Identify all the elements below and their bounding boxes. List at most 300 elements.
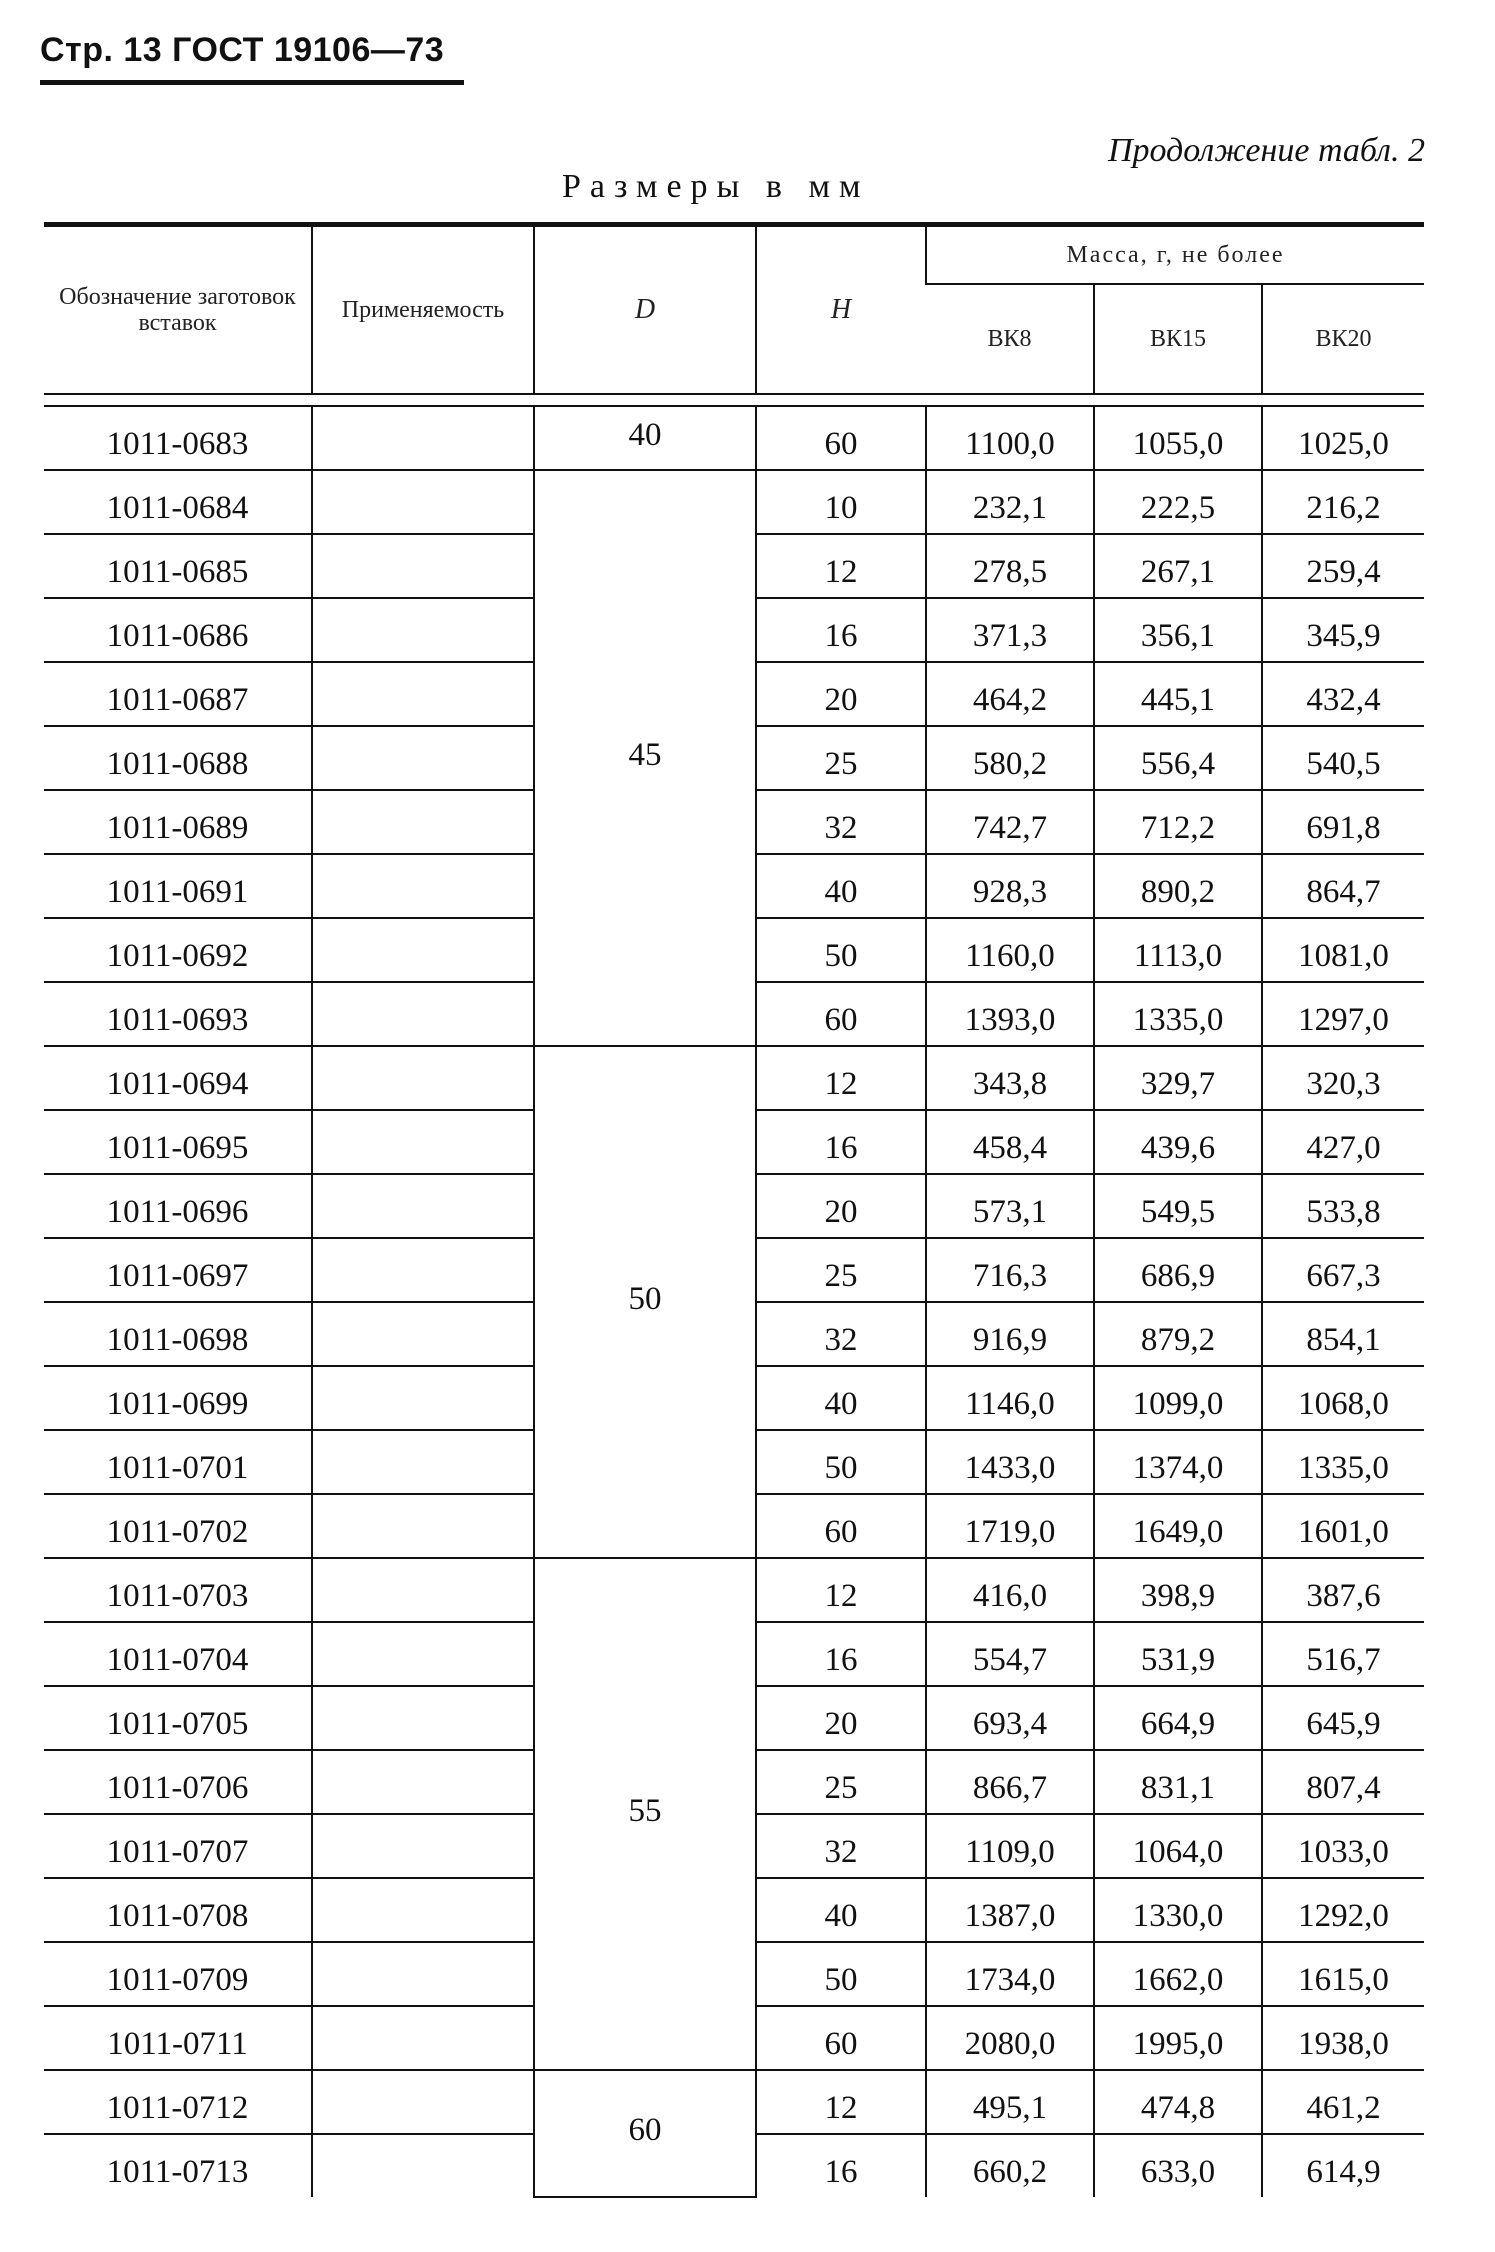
table-row — [44, 2070, 1424, 2134]
mass-vk8-cell-value: 2080,0 — [964, 2026, 1056, 2062]
designation-cell-value: 1011-0704 — [106, 1642, 249, 1678]
h-cell — [756, 2070, 926, 2134]
mass-vk15-cell-value: 474,8 — [1140, 2090, 1216, 2126]
mass-vk15-cell-value: 1055,0 — [1132, 426, 1224, 462]
mass-vk8-cell-value: 464,2 — [972, 682, 1048, 718]
mass-vk20-cell — [1262, 598, 1424, 662]
mass-vk8-cell-value: 1393,0 — [964, 1002, 1056, 1038]
applicability-cell — [312, 790, 534, 854]
applicability-cell — [312, 2006, 534, 2070]
mass-vk8-cell-value: 278,5 — [972, 554, 1048, 590]
designation-cell — [44, 982, 312, 1046]
designation-cell — [44, 2006, 312, 2070]
designation-cell — [44, 1942, 312, 2006]
mass-vk8-cell — [926, 1174, 1094, 1238]
h-cell-value: 40 — [824, 1386, 858, 1422]
mass-vk20-cell-value: 1335,0 — [1298, 1450, 1389, 1486]
mass-vk15-cell-value: 222,5 — [1140, 490, 1216, 526]
applicability-cell — [312, 1046, 534, 1110]
units-caption: Размеры в мм — [562, 168, 870, 205]
h-cell-value: 16 — [824, 618, 858, 654]
mass-vk20-cell-value: 540,5 — [1306, 746, 1381, 782]
mass-vk20-cell — [1262, 406, 1424, 470]
designation-cell-value: 1011-0697 — [106, 1258, 249, 1294]
h-cell — [756, 2134, 926, 2197]
mass-vk20-cell — [1262, 1046, 1424, 1110]
mass-vk8-cell — [926, 662, 1094, 726]
mass-vk20-cell-value: 216,2 — [1306, 490, 1381, 526]
mass-vk20-cell-value: 533,8 — [1306, 1194, 1381, 1230]
mass-vk20-cell — [1262, 1174, 1424, 1238]
applicability-cell — [312, 1366, 534, 1430]
h-cell — [756, 918, 926, 982]
mass-vk20-cell — [1262, 1302, 1424, 1366]
mass-vk8-cell — [926, 1622, 1094, 1686]
mass-vk15-cell-value: 531,9 — [1140, 1642, 1216, 1678]
continuation-note: Продолжение табл. 2 — [1107, 132, 1425, 169]
d-cell-value: 60 — [628, 2112, 662, 2148]
applicability-cell — [312, 534, 534, 598]
h-cell — [756, 662, 926, 726]
mass-vk8-cell — [926, 534, 1094, 598]
applicability-cell — [312, 918, 534, 982]
h-cell-value: 16 — [824, 1642, 858, 1678]
mass-vk15-cell-value: 445,1 — [1140, 682, 1216, 718]
mass-vk20-cell — [1262, 470, 1424, 534]
designation-cell — [44, 1366, 312, 1430]
mass-vk15-cell-value: 1113,0 — [1133, 938, 1223, 974]
h-cell-value: 60 — [824, 1514, 858, 1550]
mass-vk20-cell — [1262, 534, 1424, 598]
mass-vk15-cell — [1094, 1302, 1262, 1366]
applicability-cell — [312, 1494, 534, 1558]
mass-vk15-cell — [1094, 1366, 1262, 1430]
mass-vk20-cell — [1262, 2006, 1424, 2070]
mass-vk20-cell-value: 1938,0 — [1298, 2026, 1389, 2062]
applicability-cell — [312, 1558, 534, 1622]
mass-vk20-cell-value: 807,4 — [1306, 1770, 1381, 1806]
mass-vk8-cell — [926, 2134, 1094, 2197]
d-cell — [534, 406, 756, 470]
mass-vk8-cell — [926, 1686, 1094, 1750]
designation-cell-value: 1011-0695 — [106, 1130, 249, 1166]
designation-cell-value: 1011-0689 — [106, 810, 249, 846]
designation-cell — [44, 1110, 312, 1174]
h-cell-value: 25 — [824, 1770, 858, 1806]
mass-vk15-cell — [1094, 1878, 1262, 1942]
mass-vk8-cell-value: 716,3 — [972, 1258, 1048, 1294]
mass-vk20-cell — [1262, 1494, 1424, 1558]
applicability-cell — [312, 982, 534, 1046]
mass-vk15-cell-value: 1662,0 — [1132, 1962, 1224, 1998]
mass-vk8-cell-value: 742,7 — [972, 810, 1048, 846]
mass-vk8-cell — [926, 1110, 1094, 1174]
mass-vk8-cell — [926, 1878, 1094, 1942]
designation-cell — [44, 1174, 312, 1238]
h-cell — [756, 1110, 926, 1174]
designation-cell — [44, 1558, 312, 1622]
h-cell — [756, 470, 926, 534]
dimensions-table — [44, 227, 1424, 2198]
designation-cell-value: 1011-0687 — [106, 682, 249, 718]
mass-vk15-cell — [1094, 982, 1262, 1046]
mass-vk8-cell-value: 371,3 — [972, 618, 1048, 654]
mass-vk15-cell-value: 439,6 — [1140, 1130, 1216, 1166]
h-cell-value: 20 — [824, 682, 858, 718]
mass-vk20-cell-value: 427,0 — [1306, 1130, 1381, 1166]
header-rule — [40, 80, 464, 85]
designation-cell-value: 1011-0698 — [106, 1322, 249, 1358]
designation-cell — [44, 918, 312, 982]
table-row — [44, 406, 1424, 470]
mass-vk8-cell-value: 693,4 — [972, 1706, 1048, 1742]
mass-vk15-cell-value: 1099,0 — [1132, 1386, 1224, 1422]
designation-cell — [44, 1814, 312, 1878]
header-vk20: ВК20 — [1262, 284, 1424, 394]
h-cell-value: 12 — [824, 2090, 858, 2126]
h-cell — [756, 726, 926, 790]
mass-vk8-cell — [926, 854, 1094, 918]
mass-vk15-cell — [1094, 1046, 1262, 1110]
mass-vk20-cell-value: 1292,0 — [1298, 1898, 1389, 1934]
h-cell — [756, 2006, 926, 2070]
header-h: H — [756, 227, 926, 394]
d-cell-value: 50 — [628, 1280, 662, 1317]
mass-vk8-cell — [926, 1430, 1094, 1494]
mass-vk8-cell-value: 554,7 — [972, 1642, 1048, 1678]
mass-vk8-cell — [926, 2006, 1094, 2070]
applicability-cell — [312, 1174, 534, 1238]
mass-vk20-cell-value: 645,9 — [1306, 1706, 1381, 1742]
mass-vk15-cell — [1094, 406, 1262, 470]
mass-vk8-cell — [926, 470, 1094, 534]
applicability-cell — [312, 1878, 534, 1942]
designation-cell-value: 1011-0692 — [106, 938, 249, 974]
h-cell — [756, 1174, 926, 1238]
mass-vk8-cell-value: 458,4 — [972, 1130, 1048, 1166]
designation-cell-value: 1011-0711 — [107, 2026, 248, 2062]
mass-vk15-cell-value: 1374,0 — [1132, 1450, 1224, 1486]
designation-cell-value: 1011-0699 — [106, 1386, 249, 1422]
designation-cell — [44, 1878, 312, 1942]
designation-cell — [44, 2134, 312, 2197]
d-cell — [534, 1558, 756, 2070]
h-cell — [756, 854, 926, 918]
h-cell — [756, 1750, 926, 1814]
designation-cell-value: 1011-0694 — [106, 1066, 249, 1102]
applicability-cell — [312, 854, 534, 918]
designation-cell — [44, 1430, 312, 1494]
h-cell-value: 32 — [824, 1834, 858, 1870]
designation-cell-value: 1011-0709 — [106, 1962, 249, 1998]
mass-vk20-cell-value: 1615,0 — [1298, 1962, 1389, 1998]
designation-cell — [44, 598, 312, 662]
mass-vk8-cell — [926, 1238, 1094, 1302]
mass-vk8-cell-value: 660,2 — [972, 2154, 1048, 2190]
mass-vk15-cell-value: 549,5 — [1140, 1194, 1216, 1230]
h-cell-value: 16 — [824, 2154, 858, 2190]
mass-vk8-cell-value: 1160,0 — [965, 938, 1055, 974]
designation-cell — [44, 790, 312, 854]
mass-vk15-cell — [1094, 470, 1262, 534]
h-cell — [756, 1366, 926, 1430]
mass-vk8-cell — [926, 1494, 1094, 1558]
header-vk15: ВК15 — [1094, 284, 1262, 394]
designation-cell — [44, 534, 312, 598]
h-cell — [756, 1302, 926, 1366]
mass-vk8-cell — [926, 1814, 1094, 1878]
page-header — [40, 22, 470, 84]
h-cell-value: 12 — [824, 554, 858, 590]
mass-vk20-cell — [1262, 1558, 1424, 1622]
mass-vk8-cell-value: 1387,0 — [964, 1898, 1056, 1934]
designation-cell — [44, 1302, 312, 1366]
designation-cell-value: 1011-0686 — [106, 618, 249, 654]
h-cell — [756, 534, 926, 598]
mass-vk8-cell-value: 866,7 — [972, 1770, 1048, 1806]
applicability-cell — [312, 406, 534, 470]
mass-vk20-cell — [1262, 1942, 1424, 2006]
h-cell — [756, 1622, 926, 1686]
h-cell — [756, 1494, 926, 1558]
mass-vk20-cell — [1262, 1750, 1424, 1814]
designation-cell — [44, 1238, 312, 1302]
mass-vk15-cell-value: 1995,0 — [1132, 2026, 1224, 2062]
mass-vk20-cell — [1262, 1686, 1424, 1750]
h-cell — [756, 406, 926, 470]
designation-cell — [44, 1622, 312, 1686]
header-separator — [44, 394, 1424, 406]
header-designation: Обозначение заготовок вставок — [59, 284, 296, 336]
h-cell-value: 10 — [824, 490, 858, 526]
mass-vk15-cell — [1094, 1430, 1262, 1494]
h-cell-value: 25 — [824, 746, 858, 782]
applicability-cell — [312, 598, 534, 662]
table-row — [44, 470, 1424, 534]
mass-vk8-cell-value: 580,2 — [972, 746, 1048, 782]
mass-vk8-cell-value: 573,1 — [972, 1194, 1048, 1230]
designation-cell — [44, 1494, 312, 1558]
mass-vk8-cell-value: 1109,0 — [965, 1834, 1055, 1870]
mass-vk15-cell — [1094, 918, 1262, 982]
mass-vk20-cell — [1262, 982, 1424, 1046]
h-cell — [756, 790, 926, 854]
mass-vk8-cell-value: 916,9 — [972, 1322, 1048, 1358]
header-vk8: ВК8 — [987, 326, 1032, 352]
designation-cell — [44, 726, 312, 790]
mass-vk20-cell — [1262, 2070, 1424, 2134]
mass-vk8-cell-value: 232,1 — [972, 490, 1048, 526]
mass-vk15-cell-value: 1649,0 — [1132, 1514, 1224, 1550]
h-cell — [756, 1238, 926, 1302]
mass-vk8-cell — [926, 406, 1094, 470]
mass-vk8-cell-value: 1719,0 — [964, 1514, 1056, 1550]
designation-cell — [44, 1046, 312, 1110]
mass-vk15-cell-value: 1330,0 — [1132, 1898, 1224, 1934]
mass-vk15-cell-value: 267,1 — [1140, 554, 1216, 590]
table-body — [44, 406, 1424, 2197]
mass-vk15-cell — [1094, 854, 1262, 918]
mass-vk8-cell — [926, 1366, 1094, 1430]
mass-vk15-cell-value: 664,9 — [1140, 1706, 1216, 1742]
mass-vk8-cell — [926, 1750, 1094, 1814]
mass-vk20-cell-value: 1297,0 — [1298, 1002, 1389, 1038]
applicability-cell — [312, 1942, 534, 2006]
h-cell-value: 50 — [824, 1962, 858, 1998]
mass-vk15-cell-value: 1335,0 — [1132, 1002, 1224, 1038]
h-cell — [756, 1686, 926, 1750]
d-cell — [534, 1046, 756, 1558]
dimensions-table-container — [44, 222, 1424, 2198]
mass-vk20-cell — [1262, 854, 1424, 918]
mass-vk15-cell — [1094, 662, 1262, 726]
mass-vk20-cell — [1262, 1366, 1424, 1430]
d-cell — [534, 470, 756, 1046]
mass-vk8-cell — [926, 726, 1094, 790]
mass-vk8-cell-value: 1146,0 — [965, 1386, 1055, 1422]
applicability-cell — [312, 470, 534, 534]
mass-vk15-cell — [1094, 2134, 1262, 2197]
mass-vk15-cell-value: 398,9 — [1140, 1578, 1216, 1614]
mass-vk20-cell-value: 1033,0 — [1298, 1834, 1389, 1870]
h-cell-value: 25 — [824, 1258, 858, 1294]
mass-vk15-cell — [1094, 2070, 1262, 2134]
h-cell-value: 20 — [824, 1706, 858, 1742]
mass-vk20-cell-value: 1601,0 — [1298, 1514, 1389, 1550]
h-cell — [756, 598, 926, 662]
h-cell — [756, 1942, 926, 2006]
mass-vk20-cell-value: 387,6 — [1306, 1578, 1381, 1614]
mass-vk15-cell-value: 686,9 — [1140, 1258, 1216, 1294]
mass-vk20-cell-value: 854,1 — [1306, 1322, 1381, 1358]
mass-vk15-cell-value: 1064,0 — [1132, 1834, 1224, 1870]
designation-cell — [44, 406, 312, 470]
mass-vk8-cell — [926, 2070, 1094, 2134]
mass-vk20-cell-value: 461,2 — [1306, 2090, 1381, 2126]
mass-vk20-cell-value: 432,4 — [1306, 682, 1381, 718]
designation-cell — [44, 2070, 312, 2134]
mass-vk20-cell — [1262, 1622, 1424, 1686]
designation-cell-value: 1011-0683 — [106, 426, 249, 462]
applicability-cell — [312, 1302, 534, 1366]
designation-cell-value: 1011-0706 — [106, 1770, 249, 1806]
mass-vk20-cell-value: 864,7 — [1306, 874, 1381, 910]
mass-vk8-cell — [926, 918, 1094, 982]
designation-cell — [44, 854, 312, 918]
mass-vk15-cell-value: 712,2 — [1140, 810, 1216, 846]
mass-vk20-cell-value: 516,7 — [1306, 1642, 1381, 1678]
designation-cell-value: 1011-0685 — [106, 554, 249, 590]
applicability-cell — [312, 1686, 534, 1750]
mass-vk15-cell-value: 890,2 — [1140, 874, 1216, 910]
mass-vk8-cell-value: 416,0 — [972, 1578, 1048, 1614]
mass-vk20-cell-value: 345,9 — [1306, 618, 1381, 654]
mass-vk8-cell — [926, 598, 1094, 662]
designation-cell-value: 1011-0701 — [106, 1450, 249, 1486]
mass-vk8-cell-value: 343,8 — [972, 1066, 1048, 1102]
h-cell-value: 40 — [824, 1898, 858, 1934]
mass-vk8-cell — [926, 790, 1094, 854]
designation-cell — [44, 1686, 312, 1750]
designation-cell-value: 1011-0703 — [106, 1578, 249, 1614]
mass-vk20-cell — [1262, 1110, 1424, 1174]
mass-vk8-cell — [926, 1942, 1094, 2006]
mass-vk15-cell-value: 556,4 — [1140, 746, 1216, 782]
mass-vk20-cell — [1262, 2134, 1424, 2197]
d-cell-value: 45 — [628, 736, 662, 773]
designation-cell-value: 1011-0688 — [106, 746, 249, 782]
table-row — [44, 1558, 1424, 1622]
h-cell-value: 32 — [824, 1322, 858, 1358]
header-double-rule — [44, 394, 1424, 406]
mass-vk15-cell — [1094, 1558, 1262, 1622]
designation-cell-value: 1011-0696 — [106, 1194, 249, 1230]
h-cell-value: 50 — [824, 1450, 858, 1486]
applicability-cell — [312, 1110, 534, 1174]
mass-vk20-cell — [1262, 790, 1424, 854]
mass-vk15-cell — [1094, 790, 1262, 854]
d-cell-value: 40 — [628, 416, 662, 453]
h-cell-value: 60 — [824, 2026, 858, 2062]
designation-cell-value: 1011-0707 — [106, 1834, 249, 1870]
mass-vk20-cell-value: 614,9 — [1306, 2154, 1381, 2190]
mass-vk15-cell — [1094, 1494, 1262, 1558]
mass-vk20-cell-value: 691,8 — [1306, 810, 1381, 846]
h-cell-value: 12 — [824, 1578, 858, 1614]
mass-vk15-cell-value: 356,1 — [1140, 618, 1216, 654]
applicability-cell — [312, 662, 534, 726]
designation-cell-value: 1011-0691 — [106, 874, 249, 910]
mass-vk20-cell-value: 259,4 — [1306, 554, 1381, 590]
table-header — [44, 227, 1424, 406]
mass-vk8-cell — [926, 1558, 1094, 1622]
designation-cell-value: 1011-0684 — [106, 490, 249, 526]
applicability-cell — [312, 1430, 534, 1494]
mass-vk8-cell — [926, 982, 1094, 1046]
mass-vk15-cell — [1094, 1686, 1262, 1750]
mass-vk20-cell — [1262, 918, 1424, 982]
designation-cell-value: 1011-0708 — [106, 1898, 249, 1934]
mass-vk20-cell-value: 320,3 — [1306, 1066, 1381, 1102]
mass-vk20-cell — [1262, 726, 1424, 790]
mass-vk8-cell-value: 1433,0 — [964, 1450, 1056, 1486]
h-cell — [756, 982, 926, 1046]
designation-cell-value: 1011-0705 — [106, 1706, 249, 1742]
h-cell-value: 20 — [824, 1194, 858, 1230]
header-mass-group: Масса, г, не более — [926, 227, 1424, 284]
applicability-cell — [312, 1622, 534, 1686]
mass-vk15-cell — [1094, 1622, 1262, 1686]
designation-cell-value: 1011-0713 — [106, 2154, 249, 2190]
h-cell-value: 60 — [824, 426, 858, 462]
mass-vk15-cell — [1094, 1942, 1262, 2006]
designation-cell-value: 1011-0712 — [106, 2090, 249, 2126]
h-cell — [756, 1046, 926, 1110]
d-cell-value: 55 — [628, 1792, 662, 1829]
mass-vk8-cell — [926, 1302, 1094, 1366]
h-cell-value: 12 — [824, 1066, 858, 1102]
mass-vk20-cell-value: 1081,0 — [1298, 938, 1389, 974]
h-cell-value: 50 — [824, 938, 858, 974]
h-cell — [756, 1814, 926, 1878]
mass-vk15-cell — [1094, 1750, 1262, 1814]
mass-vk15-cell-value: 831,1 — [1140, 1770, 1216, 1806]
applicability-cell — [312, 1750, 534, 1814]
mass-vk8-cell-value: 1100,0 — [965, 426, 1055, 462]
mass-vk15-cell — [1094, 726, 1262, 790]
h-cell — [756, 1430, 926, 1494]
mass-vk15-cell-value: 329,7 — [1140, 1066, 1216, 1102]
